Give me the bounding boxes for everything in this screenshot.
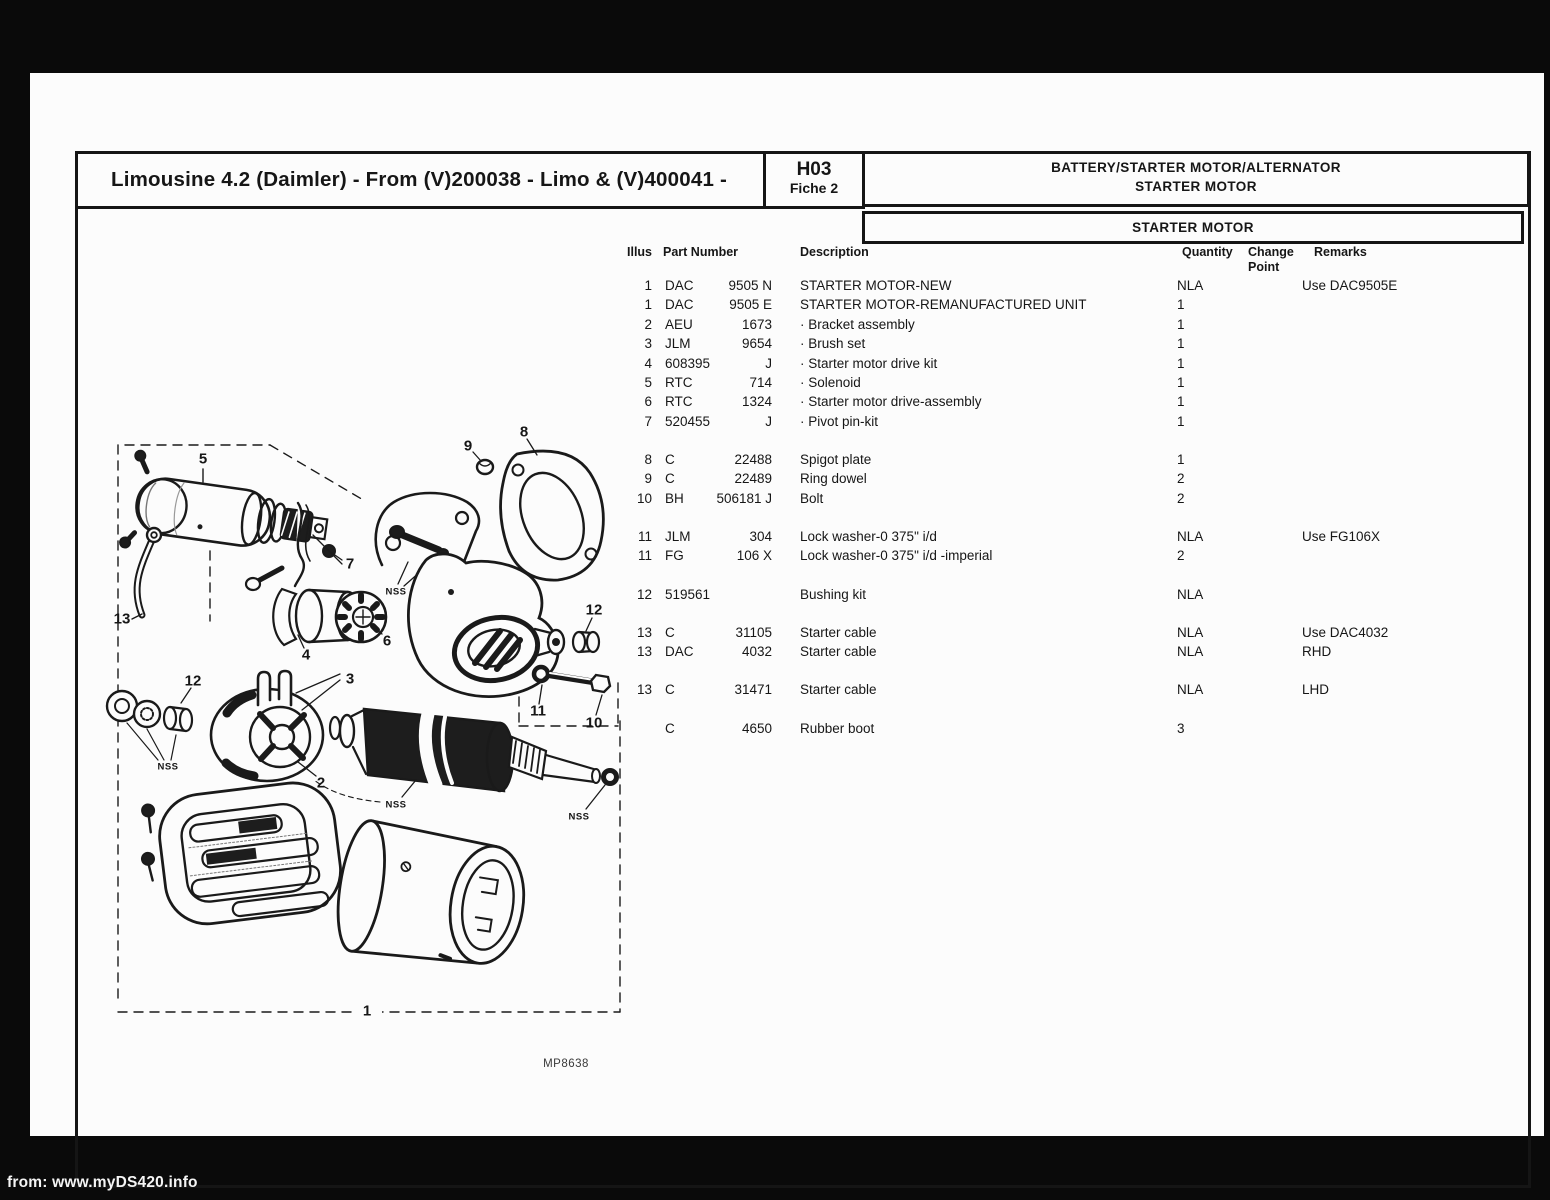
- col-header-illus: Illus: [627, 245, 653, 259]
- cell-illus: 11: [637, 548, 652, 564]
- cell-illus: 13: [636, 644, 652, 660]
- cell-desc: · Starter motor drive-assembly: [800, 394, 982, 410]
- pole-assembly-drawing: [211, 671, 340, 781]
- exploded-view-diagram: [90, 413, 650, 1093]
- callout-5: 5: [198, 450, 208, 468]
- table-row: [625, 471, 1535, 488]
- cell-illus: 12: [636, 586, 652, 602]
- cell-prefix: 520455: [665, 413, 711, 429]
- callout-1: 1: [362, 1002, 372, 1020]
- section-title: BATTERY/STARTER MOTOR/ALTERNATOR: [1051, 160, 1341, 175]
- table-row: [625, 625, 1535, 642]
- cell-illus: 1: [644, 297, 652, 313]
- cell-qty: 2: [1177, 471, 1185, 487]
- table-row: [625, 317, 1535, 334]
- table-row: [625, 375, 1535, 392]
- callout-3: 3: [345, 670, 355, 688]
- cell-desc: Spigot plate: [800, 452, 872, 467]
- cell-qty: NLA: [1177, 586, 1204, 602]
- cell-desc: Starter cable: [800, 644, 877, 660]
- cell-desc: STARTER MOTOR-REMANUFACTURED UNIT: [800, 297, 1087, 313]
- brush-cage-drawing: [135, 778, 345, 931]
- callout-6: 6: [382, 632, 392, 650]
- callout-8: 8: [519, 423, 529, 441]
- cell-qty: 1: [1177, 297, 1185, 313]
- cell-num: 1673: [741, 316, 772, 332]
- subsection-title: STARTER MOTOR: [1132, 220, 1254, 235]
- cell-illus: 4: [644, 355, 652, 371]
- cell-illus: 9: [644, 471, 652, 487]
- cell-qty: NLA: [1177, 529, 1204, 544]
- cell-num: 4650: [741, 720, 772, 736]
- cell-qty: 1: [1177, 355, 1185, 371]
- nss-label: NSS: [385, 799, 407, 811]
- cell-qty: 1: [1177, 394, 1185, 410]
- col-header-description: Description: [800, 245, 869, 259]
- cell-num: 304: [749, 529, 772, 544]
- cell-desc: Starter cable: [800, 682, 877, 698]
- cell-desc: · Starter motor drive kit: [800, 355, 938, 371]
- col-header-quantity: Quantity: [1182, 245, 1233, 259]
- cell-qty: NLA: [1177, 682, 1204, 698]
- cell-illus: 1: [644, 278, 652, 293]
- cell-num: 4032: [741, 644, 772, 660]
- cell-num: 31471: [734, 682, 772, 698]
- callout-10: 10: [585, 714, 603, 732]
- cell-desc: Bushing kit: [800, 586, 867, 602]
- cell-illus: 10: [636, 490, 652, 506]
- cell-prefix: 519561: [665, 586, 711, 602]
- col-header-remarks: Remarks: [1314, 245, 1367, 259]
- spigot-plate-drawing: [473, 439, 603, 580]
- source-credit: from: www.myDS420.info: [7, 1174, 198, 1191]
- table-row: [625, 414, 1535, 431]
- nss-label: NSS: [385, 586, 407, 598]
- cell-num: 1324: [741, 394, 772, 410]
- cell-desc: Starter cable: [800, 624, 877, 640]
- cell-qty: NLA: [1177, 644, 1204, 660]
- table-row: [625, 297, 1535, 314]
- cell-prefix: C: [665, 452, 675, 467]
- col-header-change: Change: [1248, 245, 1294, 259]
- cell-prefix: C: [665, 471, 675, 487]
- callout-7: 7: [345, 555, 355, 573]
- cell-num: 9654: [741, 336, 772, 352]
- callout-9: 9: [463, 437, 473, 455]
- parts-table: [625, 73, 1535, 1173]
- col-header-point: Point: [1248, 260, 1280, 274]
- cell-qty: 1: [1177, 375, 1185, 390]
- cell-num: 22489: [734, 471, 772, 487]
- cell-rem: RHD: [1302, 644, 1332, 660]
- cell-rem: LHD: [1302, 682, 1330, 698]
- cell-num: 106 X: [736, 548, 772, 564]
- cell-illus: 3: [644, 336, 652, 352]
- paper-sheet: [30, 73, 1544, 1136]
- table-row: [625, 452, 1535, 469]
- cell-illus: 11: [637, 529, 652, 544]
- cell-qty: 1: [1177, 316, 1185, 332]
- cell-prefix: DAC: [665, 644, 694, 660]
- cell-qty: 1: [1177, 452, 1185, 467]
- cell-prefix: RTC: [665, 375, 693, 390]
- callout-12: 12: [585, 601, 603, 619]
- cell-illus: 2: [644, 316, 652, 332]
- cell-qty: 1: [1177, 413, 1185, 429]
- cell-qty: 1: [1177, 336, 1185, 352]
- table-row: [625, 587, 1535, 604]
- cell-illus: 8: [644, 452, 652, 467]
- cell-desc: Ring dowel: [800, 471, 867, 487]
- table-row: [625, 644, 1535, 661]
- table-row: [625, 721, 1535, 738]
- cell-prefix: C: [665, 682, 675, 698]
- table-row: [625, 548, 1535, 565]
- cell-desc: STARTER MOTOR-NEW: [800, 278, 952, 293]
- col-header-part-number: Part Number: [663, 245, 739, 259]
- cell-prefix: C: [665, 720, 675, 736]
- cell-desc: Lock washer-0 375" i/d: [800, 529, 937, 544]
- nss-label: NSS: [568, 811, 590, 823]
- cell-num: 22488: [734, 452, 772, 467]
- cell-prefix: DAC: [665, 278, 694, 293]
- bushes-left-drawing: [107, 688, 192, 760]
- cell-desc: · Solenoid: [800, 375, 861, 390]
- cell-illus: 5: [644, 375, 652, 390]
- table-row: [625, 682, 1535, 699]
- cell-desc: · Brush set: [800, 336, 866, 352]
- cell-illus: 13: [636, 682, 652, 698]
- cell-prefix: JLM: [665, 529, 691, 544]
- callout-11: 11: [530, 702, 546, 720]
- cell-prefix: C: [665, 624, 675, 640]
- cell-qty: 2: [1177, 548, 1185, 564]
- cell-qty: NLA: [1177, 278, 1204, 293]
- callout-12: 12: [184, 672, 202, 690]
- figure-code: MP8638: [543, 1058, 589, 1070]
- cell-prefix: JLM: [665, 336, 691, 352]
- cell-desc: · Bracket assembly: [800, 316, 915, 332]
- fiche-code: H03: [796, 159, 832, 180]
- yoke-cylinder-drawing: [330, 817, 532, 976]
- cell-num: 31105: [735, 624, 772, 640]
- cell-prefix: 608395: [665, 355, 711, 371]
- table-row: [625, 529, 1535, 546]
- table-row: [625, 356, 1535, 373]
- table-row: [625, 394, 1535, 411]
- cell-rem: Use DAC4032: [1302, 624, 1389, 640]
- cell-rem: Use DAC9505E: [1302, 278, 1398, 293]
- cell-prefix: BH: [665, 490, 684, 506]
- cell-prefix: DAC: [665, 297, 694, 313]
- nss-label: NSS: [157, 761, 179, 773]
- cell-qty: NLA: [1177, 624, 1204, 640]
- cell-prefix: FG: [665, 548, 684, 564]
- cell-num: J: [765, 355, 772, 371]
- cable-drawing: [132, 528, 161, 619]
- cell-qty: 2: [1177, 490, 1185, 506]
- cell-num: 714: [749, 375, 772, 390]
- cell-num: 9505 N: [728, 278, 772, 293]
- cell-desc: Lock washer-0 375" i/d -imperial: [800, 548, 993, 564]
- bushing-right-drawing: [573, 618, 599, 652]
- drive-pinion-drawing: [273, 589, 386, 648]
- callout-2: 2: [316, 774, 326, 792]
- page-title: Limousine 4.2 (Daimler) - From (V)200038 - Limo & (V)400041 -: [111, 168, 727, 191]
- cell-desc: Rubber boot: [800, 720, 875, 736]
- table-row: [625, 491, 1535, 508]
- fiche-number: Fiche 2: [789, 180, 839, 196]
- section-subtitle: STARTER MOTOR: [1135, 179, 1257, 194]
- cell-num: 506181 J: [716, 490, 772, 506]
- cell-prefix: AEU: [665, 316, 693, 332]
- callout-13: 13: [113, 610, 131, 628]
- cell-illus: 7: [644, 413, 652, 429]
- cell-illus: 6: [644, 394, 652, 410]
- cell-desc: · Pivot pin-kit: [800, 413, 879, 429]
- callout-4: 4: [301, 646, 311, 664]
- cell-illus: 13: [636, 624, 652, 640]
- armature-drawing: [314, 709, 617, 809]
- table-row: [625, 336, 1535, 353]
- cell-num: 9505 E: [729, 297, 772, 313]
- cell-prefix: RTC: [665, 394, 693, 410]
- cell-qty: 3: [1177, 720, 1185, 736]
- cell-desc: Bolt: [800, 490, 824, 506]
- cell-rem: Use FG106X: [1302, 529, 1381, 544]
- cell-num: J: [765, 413, 772, 429]
- table-row: [625, 278, 1535, 295]
